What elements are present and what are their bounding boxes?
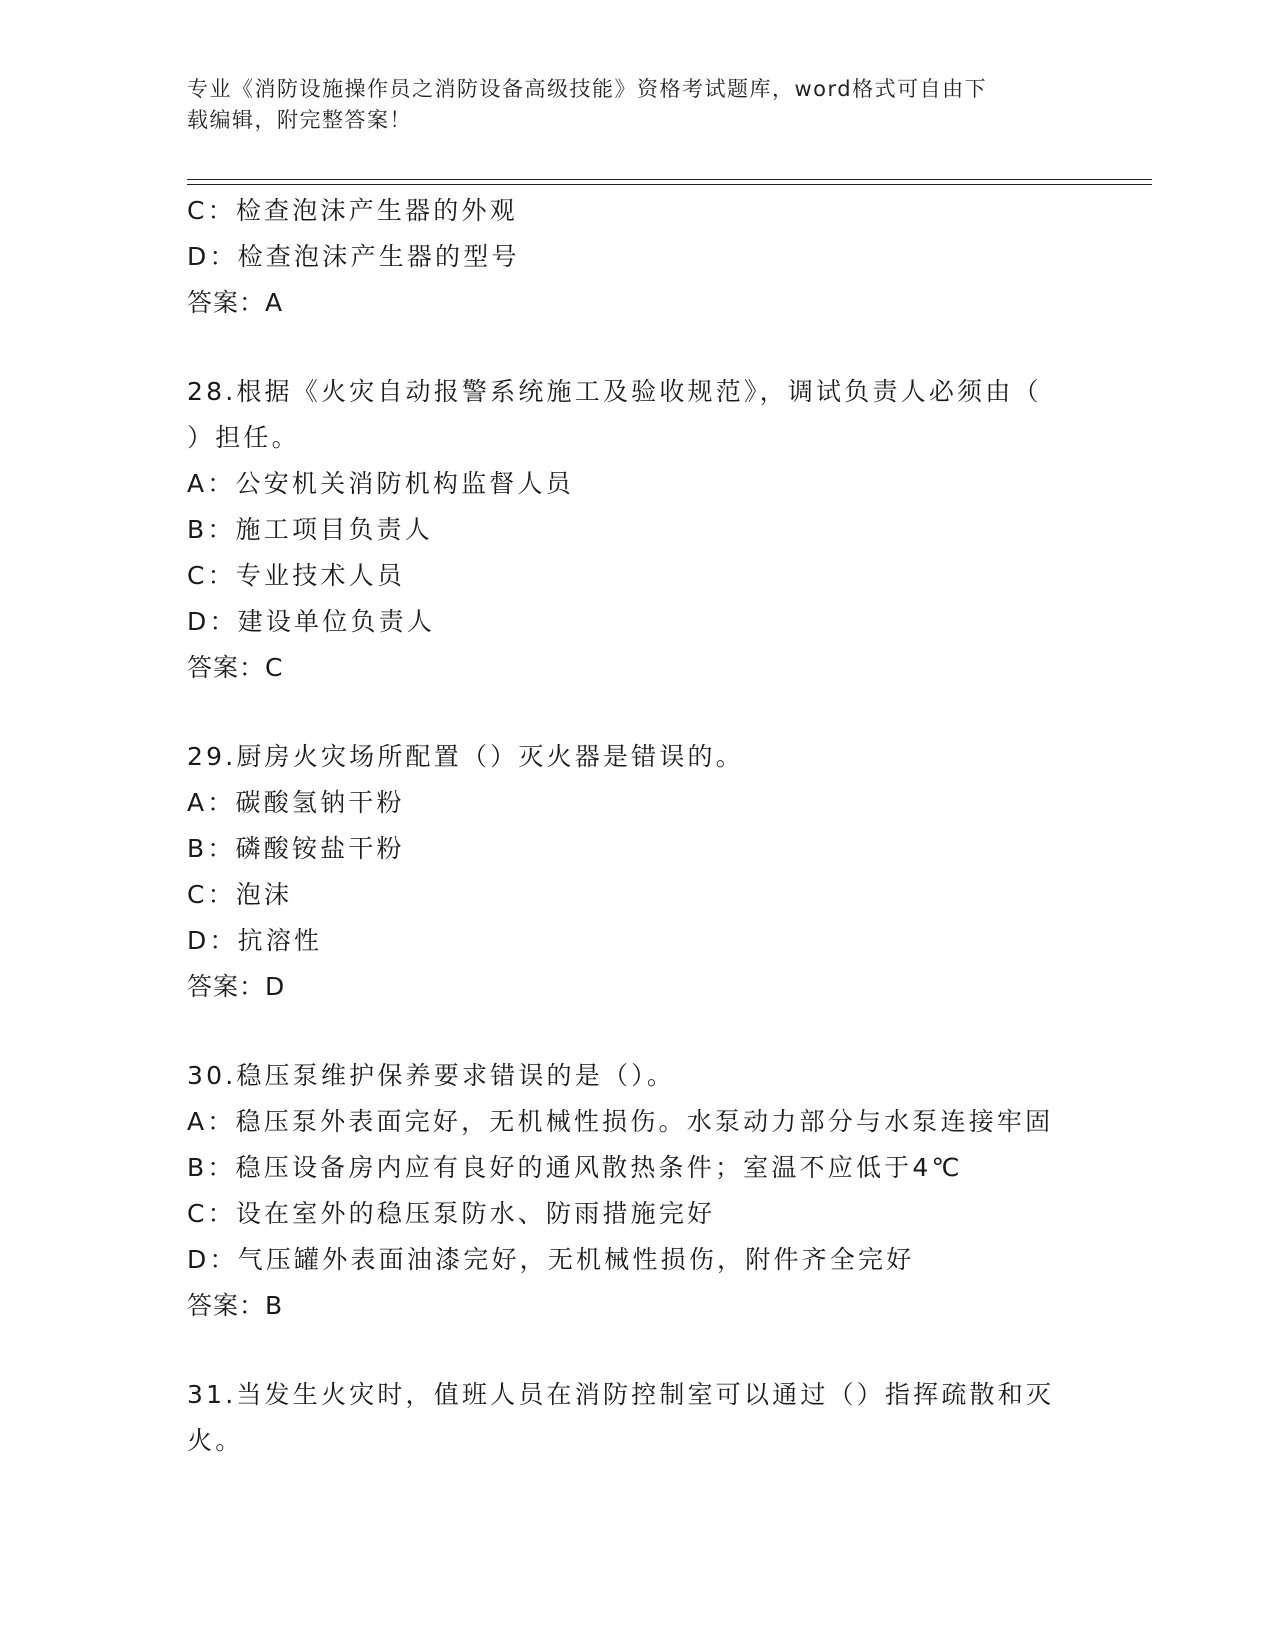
header-divider-bottom [187, 184, 1152, 185]
option-d: D：气压罐外表面油漆完好，无机械性损伤，附件齐全完好 [187, 1245, 915, 1274]
question-29 [187, 734, 1087, 1010]
option-c: C：设在室外的稳压泵防水、防雨措施完好 [187, 1199, 716, 1228]
option-d: D：抗溶性 [187, 926, 323, 955]
option-a: A：稳压泵外表面完好，无机械性损伤。水泵动力部分与水泵连接牢固 [187, 1107, 1054, 1136]
option-a: A：碳酸氢钠干粉 [187, 788, 405, 817]
question-stem-cont: ）担任。 [187, 423, 300, 452]
header-line-1: 专业《消防设施操作员之消防设备高级技能》资格考试题库，word格式可自由下 [187, 77, 988, 101]
document-header [187, 74, 1087, 136]
question-31 [187, 1372, 1087, 1464]
answer: 答案：B [187, 1291, 284, 1320]
option-b: B：稳压设备房内应有良好的通风散热条件；室温不应低于4℃ [187, 1153, 963, 1182]
option-b: B：磷酸铵盐干粉 [187, 834, 405, 863]
question-stem: 29.厨房火灾场所配置（）灭火器是错误的。 [187, 742, 744, 771]
question-27-tail [187, 188, 1087, 326]
question-list [187, 188, 1087, 1464]
question-28 [187, 369, 1087, 691]
option-d: D：建设单位负责人 [187, 607, 436, 636]
option-a: A：公安机关消防机构监督人员 [187, 469, 574, 498]
question-stem: 30.稳压泵维护保养要求错误的是（）。 [187, 1061, 676, 1090]
option-c: C：专业技术人员 [187, 561, 406, 590]
question-30 [187, 1053, 1087, 1329]
option-c: C：检查泡沫产生器的外观 [187, 196, 518, 225]
header-divider-top [187, 179, 1152, 180]
option-b: B：施工项目负责人 [187, 515, 433, 544]
answer: 答案：D [187, 972, 286, 1001]
header-line-2: 载编辑，附完整答案！ [187, 108, 412, 132]
answer: 答案：A [187, 288, 284, 317]
option-c: C：泡沫 [187, 880, 293, 909]
question-stem: 31.当发生火灾时，值班人员在消防控制室可以通过（）指挥疏散和灭 [187, 1380, 1055, 1409]
option-d: D：检查泡沫产生器的型号 [187, 242, 520, 271]
question-stem: 28.根据《火灾自动报警系统施工及验收规范》，调试负责人必须由（ [187, 377, 1042, 406]
answer: 答案：C [187, 653, 284, 682]
question-stem-cont: 火。 [187, 1426, 244, 1455]
